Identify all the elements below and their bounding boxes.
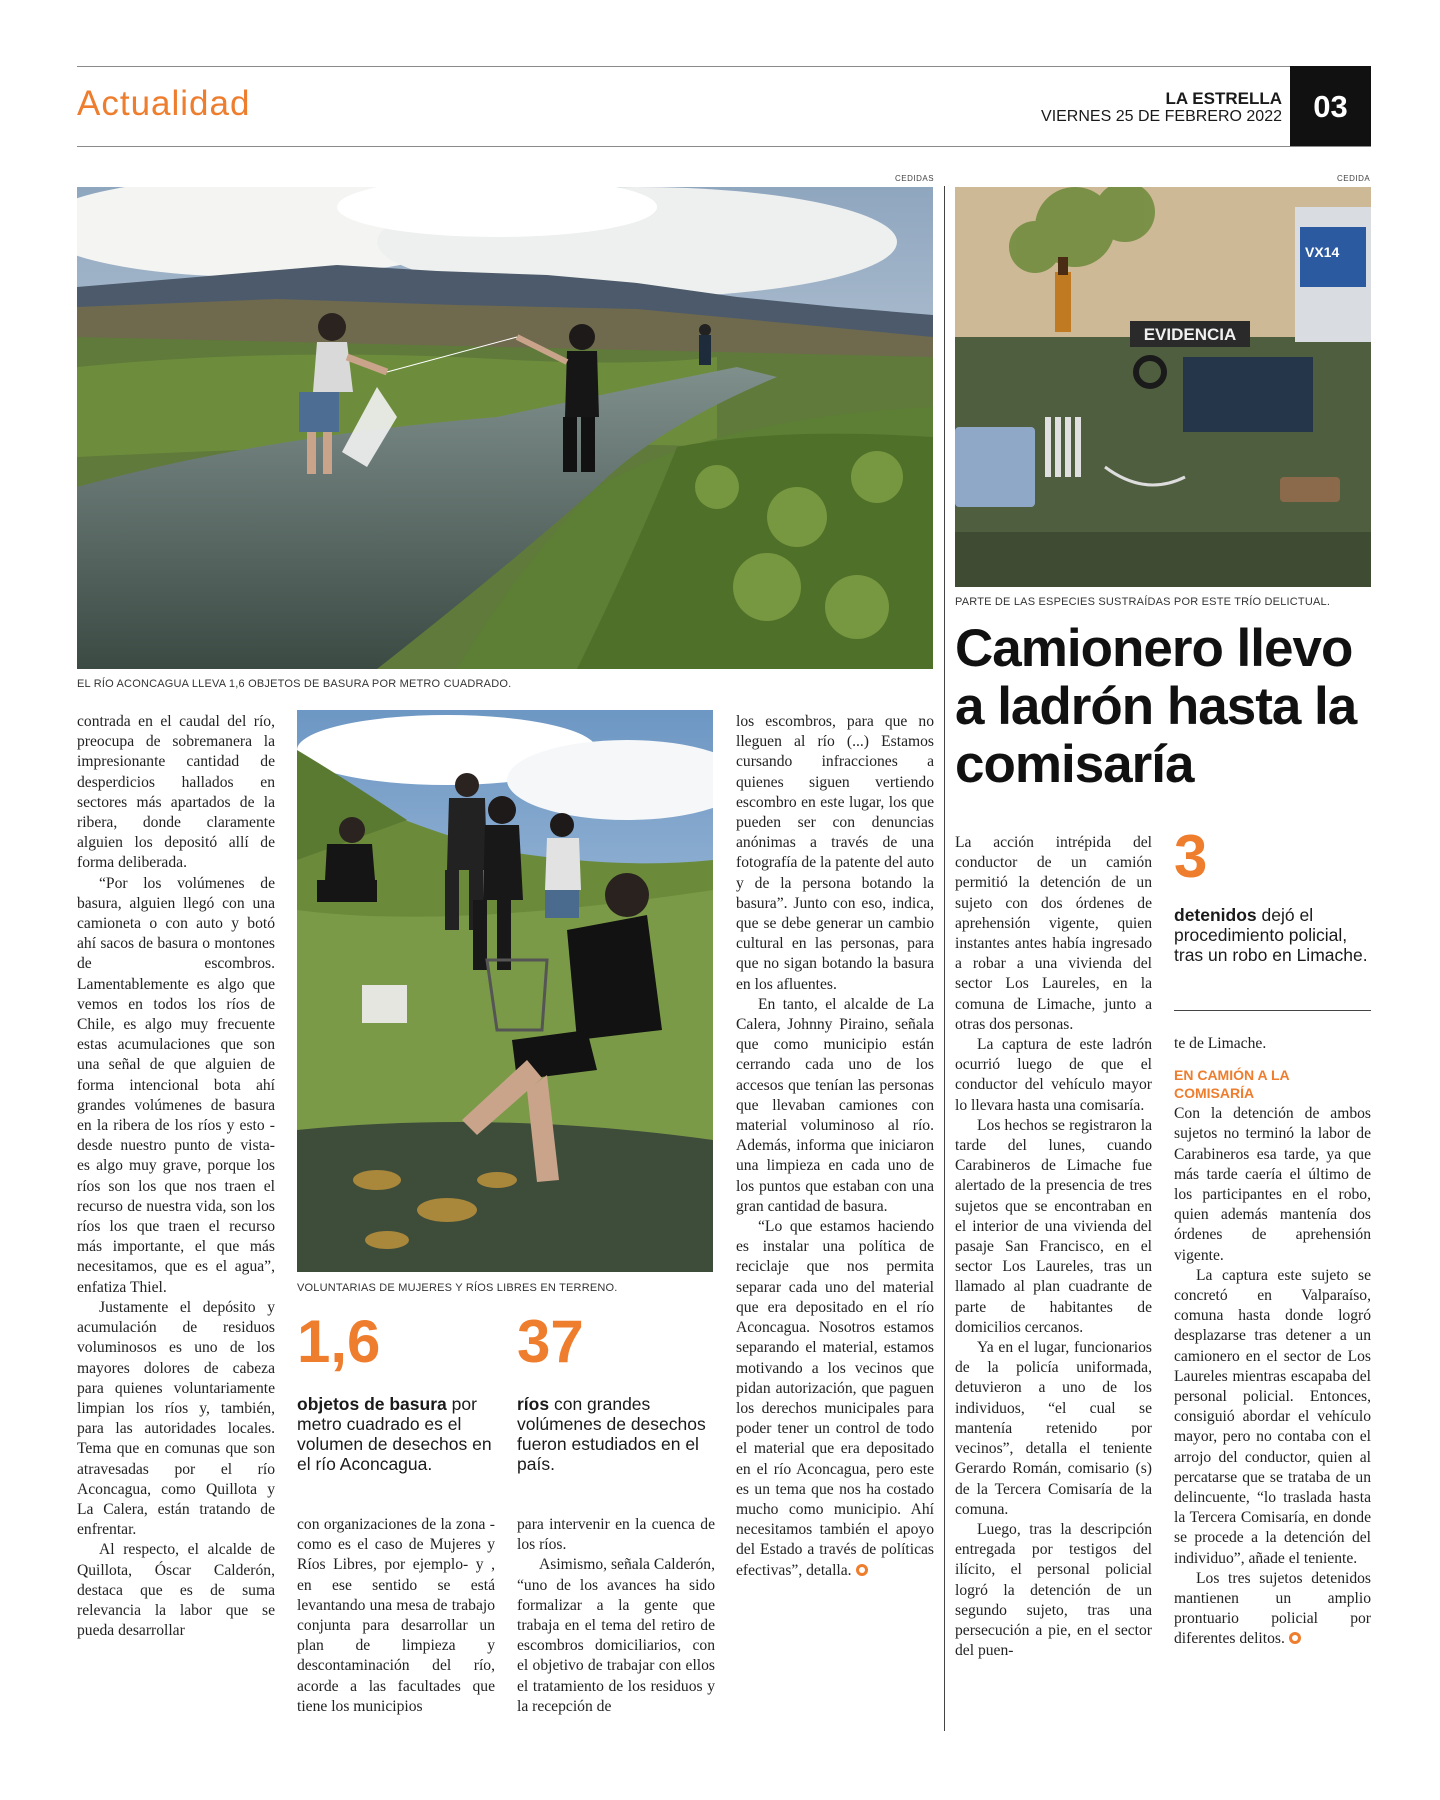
paragraph: Al respecto, el alcalde de Quillota, Óscar Calderón, destaca que es de suma relevancia la labor que se pueda desarrollar — [77, 1541, 275, 1640]
photo-credit: CEDIDAS — [895, 174, 935, 183]
paragraph: los escombros, para que no lleguen al río (...) Estamos cursando infracciones a quienes siguen vertiendo escombro en este lugar, los que pueden ser con denuncias anónimas a través de una fotografía de la patente del auto y de la persona botando la basura”. Junto con eso, indica, que se debe generar un cambio cultural en las personas, para que no sigan botando la basura en los afluentes. — [736, 713, 934, 993]
article-column-5 — [955, 833, 1152, 1661]
end-mark-icon — [1289, 1632, 1301, 1644]
paragraph: Luego, tras la descripción entregada por testigos del ilícito, el personal policial logró la detención de un segundo sujeto, tras una persecución a pie, en el sector del puen- — [955, 1520, 1152, 1660]
article-column-1 — [77, 712, 275, 1641]
paragraph-text: Los tres sujetos detenidos mantienen un amplio prontuario policial por diferentes delitos. — [1174, 1569, 1371, 1648]
paragraph: te de Limache. — [1174, 1035, 1267, 1052]
photo-caption: EL RÍO ACONCAGUA LLEVA 1,6 OBJETOS DE BASURA POR METRO CUADRADO. — [77, 678, 512, 690]
section-title: Actualidad — [77, 84, 251, 123]
header-rule-bottom — [77, 146, 1371, 147]
issue-date: VIERNES 25 DE FEBRERO 2022 — [1041, 108, 1282, 125]
stat-text — [517, 1394, 717, 1474]
stat-rest: con grandes volúmenes de desechos fueron estudiados en el país. — [517, 1394, 706, 1474]
stat-number: 37 — [517, 1308, 584, 1375]
stat-divider — [1174, 1010, 1371, 1011]
river-photo-image — [77, 187, 933, 669]
paragraph: En tanto, el alcalde de La Calera, Johnny Piraino, señala que como municipio están cerrando cada uno de los accesos que tenían las personas que llevaban camiones con material voluminoso al río. Además, informa que iniciaron una limpieza en cada uno de los puntos que estaban con una gran cantidad de basura. — [736, 995, 934, 1215]
paragraph: contrada en el caudal del río, preocupa de sobremanera la impresionante cantidad de desperdicios hallados en sectores más apartados de la ribera, donde claramente alguien los depositó allí de forma deliberada. — [77, 713, 275, 872]
article-column-3 — [517, 1515, 715, 1717]
paragraph: La acción intrépida del conductor de un camión permitió la detención de un sujeto con dos órdenes de aprehensión vigente, quien instantes antes había ingresado a robar a una vivienda del sector Los Laureles, en la comuna de Limache, junto a otras dos personas. — [955, 834, 1152, 1033]
stat-number: 1,6 — [297, 1308, 381, 1375]
stat-block — [1174, 825, 1374, 965]
paragraph: Ya en el lugar, funcionarios de la policía uniformada, detuvieron a uno de los individuos, “el cual se mantenía retenido por vecinos”, detalla el teniente Gerardo Román, comisario (s) de la Tercera Comisaría de la comuna. — [955, 1339, 1152, 1518]
stat-bold: detenidos — [1174, 905, 1257, 925]
paragraph-text: “Lo que estamos haciendo es instalar una política de reciclaje que nos permita separar cada uno del material que era depositado en el río Aconcagua. Nosotros estamos separando el material, estamos motivando a los vecinos que pidan autorización, que paguen los derechos municipales para poder tener un control de todo el material que era depositado en el río Aconcagua, pero este es un tema que nos ha costado mucho como municipio. Ahí necesitamos también el apoyo del Estado a través de políticas efectivas”, detalla. — [736, 1218, 934, 1579]
paragraph — [736, 1217, 934, 1581]
paragraph: con organizaciones de la zona -como es el caso de Mujeres y Ríos Libres, por ejemplo- y , en ese sentido se está levantando una mesa de trabajo conjunta para desarrollar un plan de limpieza y descontaminación del río, acorde a las facultades que tiene los municipios — [297, 1516, 495, 1715]
header-rule-top — [77, 66, 1371, 67]
paragraph: Con la detención de ambos sujetos no terminó la labor de Carabineros esa tarde, ya que más tarde caería el último de los participantes en el robo, quien además mantenía dos órdenes de aprehensión vigente. — [1174, 1105, 1371, 1264]
article-column-2 — [297, 1515, 495, 1717]
page-number: 03 — [1290, 66, 1371, 147]
paragraph: Los hechos se registraron la tarde del lunes, cuando Carabineros de Limache fue alertado de la presencia de tres sujetos que se encontraban en el interior de una vivienda del pasaje San Francisco, en el sector Los Laureles, tras un llamado al plan cuadrante de parte de habitantes de domicilios cercanos. — [955, 1116, 1152, 1336]
evidence-photo — [955, 187, 1371, 587]
stat-number: 3 — [1174, 823, 1208, 890]
evidence-photo-image — [955, 187, 1371, 587]
photo-credit: CEDIDA — [1337, 174, 1371, 183]
volunteers-photo-image — [297, 710, 713, 1272]
paragraph — [1174, 1569, 1371, 1650]
end-mark-icon — [856, 1564, 868, 1576]
headline: Camionero llevo a ladrón hasta la comisaría — [955, 619, 1357, 794]
stat-block — [517, 1310, 717, 1474]
article-column-4 — [736, 712, 934, 1581]
column-divider — [944, 186, 945, 1731]
stat-text — [297, 1394, 497, 1474]
photo-caption: PARTE DE LAS ESPECIES SUSTRAÍDAS POR ESTE TRÍO DELICTUAL. — [955, 596, 1331, 608]
stat-block — [297, 1310, 497, 1474]
stat-rest: dejó el procedimiento policial, tras un robo en Limache. — [1174, 905, 1368, 965]
paragraph: Asimismo, señala Calderón, “uno de los avances ha sido formalizar a la gente que trabaja en el tema del retiro de escombros domiciliarios, con el objetivo de trabajar con ellos el tratamiento de los residuos y la recepción de — [517, 1556, 715, 1715]
stat-bold: ríos — [517, 1394, 550, 1414]
paragraph: para intervenir en la cuenca de los ríos. — [517, 1516, 715, 1554]
stat-bold: objetos de basura — [297, 1394, 447, 1414]
paragraph: La captura de este ladrón ocurrió luego de que el conductor del vehículo mayor lo llevara hasta una comisaría. — [955, 1036, 1152, 1114]
newspaper-name: LA ESTRELLA — [1165, 89, 1282, 108]
volunteers-photo — [297, 710, 713, 1272]
paragraph: “Por los volúmenes de basura, alguien llegó con una camioneta o con auto y botó ahí sacos de basura o montones de escombros. Lamentablemente es algo que vemos en todos los ríos de Chile, es algo muy frecuente estas acumulaciones que son una señal de que alguien de forma intencional bota ahí grandes volúmenes de basura en la ribera de los ríos y esto -desde nuestro punto de vista- es algo muy grave, porque los ríos son los que nos traen el recurso de nuestra vida, son los ríos los que traen el recurso más importante, el que más necesitamos, que es el agua”, enfatiza Thiel. — [77, 874, 275, 1296]
article-column-6 — [1174, 1034, 1371, 1650]
subheading: EN CAMIÓN A LA COMISARÍA — [1174, 1067, 1290, 1102]
photo-caption: VOLUNTARIAS DE MUJERES Y RÍOS LIBRES EN TERRENO. — [297, 1282, 618, 1294]
paragraph: La captura este sujeto se concretó en Valparaíso, comuna hasta donde logró desplazarse tras detener a un camionero en el sector de Los Laureles mientras escapaba del personal policial. Entonces, consiguió abordar el vehículo mayor, pero no contaba con el arrojo del conductor, quien al percatarse que se trataba de un delincuente, “lo traslada hasta la Tercera Comisaría, en donde se procede a la detención del individuo”, añade el teniente. — [1174, 1266, 1371, 1567]
paragraph: Justamente el depósito y acumulación de residuos voluminosos es uno de los mayores dolores de cabeza para quienes voluntariamente limpian los ríos y, también, para las autoridades locales. Tema que en comunas que son atravesadas por el río Aconcagua, como Quillota y La Calera, están tratando de enfrentar. — [77, 1298, 275, 1539]
river-photo — [77, 187, 933, 669]
stat-text — [1174, 905, 1374, 965]
stat-rest: por metro cuadrado es el volumen de desechos en el río Aconcagua. — [297, 1394, 492, 1474]
product-box-text: VX14 — [1305, 244, 1340, 260]
evidence-sign-text: EVIDENCIA — [1143, 325, 1237, 344]
